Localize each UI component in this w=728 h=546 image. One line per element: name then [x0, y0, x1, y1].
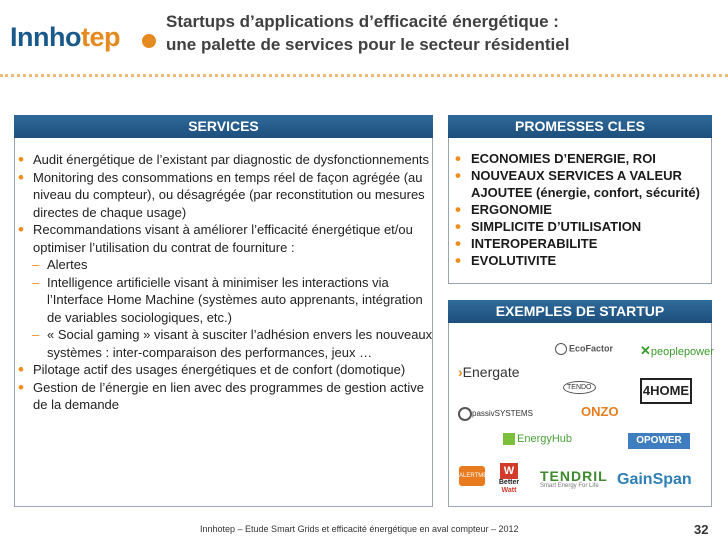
services-item: • Audit énergétique de l’existant par diagnostic de dysfonctionnements [14, 151, 434, 169]
title-divider [0, 74, 728, 77]
passivsystems-icon [458, 407, 472, 421]
services-sub-item: – « Social gaming » visant à susciter l’adhésion envers les nouveaux systèmes : inter-comparaison des performances, jeux … [14, 326, 434, 361]
services-item: • Gestion de l’énergie en lien avec des programmes de gestion active de la demande [14, 379, 434, 414]
ecofactor-icon [555, 343, 567, 355]
footer-text: Innhotep – Etude Smart Grids et efficacité énergétique en aval compteur – 2012 [200, 524, 519, 534]
alertme-logo: ALERTME [459, 466, 485, 486]
services-sub-item: – Alertes [14, 256, 434, 274]
opower-logo: OPOWER [628, 433, 690, 449]
promesse-item: • NOUVEAUX SERVICES A VALEUR AJOUTEE (énergie, confort, sécurité) [454, 167, 710, 201]
energyhub-logo: EnergyHub [503, 433, 572, 445]
services-item: • Monitoring des consommations en temps réel de façon agrégée (au niveau du compteur), ou désagrégée (par reconstitution ou mesures directes de chaque usage) [14, 169, 434, 222]
promesse-item: • SIMPLICITE D’UTILISATION [454, 218, 710, 235]
services-sub-item: – Intelligence artificielle visant à minimiser les interactions via l’Interface Home Machine (systèmes auto apprenants, intégration de variables sociologiques, etc.) [14, 274, 434, 327]
innhotep-logo [10, 18, 150, 58]
promesses-header: PROMESSES CLES [448, 115, 712, 138]
logo-text-b: tep [80, 22, 120, 52]
promesse-item: • ERGONOMIE [454, 201, 710, 218]
gainspan-logo: GainSpan [617, 471, 692, 488]
promesse-item: • EVOLUTIVITE [454, 252, 710, 269]
tendril-logo: TENDRIL Smart Energy For Life [540, 468, 608, 489]
logo-dot-icon [142, 34, 156, 48]
logo-text-a: Innho [10, 22, 81, 52]
promesses-list [454, 150, 710, 269]
peoplepower-logo: ✕peoplepower [640, 343, 714, 358]
energate-logo: ›Energate [458, 364, 520, 380]
exemples-header: EXEMPLES DE STARTUP [448, 300, 712, 323]
onzo-logo: ONZO [581, 404, 619, 419]
title-line-2: une palette de services pour le secteur résidentiel [166, 35, 570, 54]
services-header: SERVICES [14, 115, 433, 138]
betterwatt-icon: W [500, 463, 518, 479]
title-line-1: Startups d’applications d’efficacité énergétique : [166, 12, 559, 31]
energate-icon: › [458, 364, 463, 380]
slide-title [166, 10, 569, 56]
promesse-item: • ECONOMIES D’ENERGIE, ROI [454, 150, 710, 167]
promesse-item: • INTEROPERABILITE [454, 235, 710, 252]
passivsystems-logo: passivSYSTEMS [458, 407, 533, 421]
ecofactor-logo: EcoFactor [555, 343, 613, 355]
peoplepower-icon: ✕ [640, 343, 651, 358]
services-list [14, 151, 434, 414]
logo-wordmark [10, 22, 120, 53]
tendo-logo: TENDO [563, 381, 596, 394]
page-number: 32 [694, 522, 709, 537]
energyhub-icon [503, 433, 515, 445]
betterwatt-logo: W Better Watt [498, 465, 520, 494]
fourhome-logo: 4HOME [640, 378, 692, 404]
services-item: • Recommandations visant à améliorer l’efficacité énergétique et/ou optimiser l’utilisation du contrat de fourniture : [14, 221, 434, 256]
services-item: • Pilotage actif des usages énergétiques et de confort (domotique) [14, 361, 434, 379]
